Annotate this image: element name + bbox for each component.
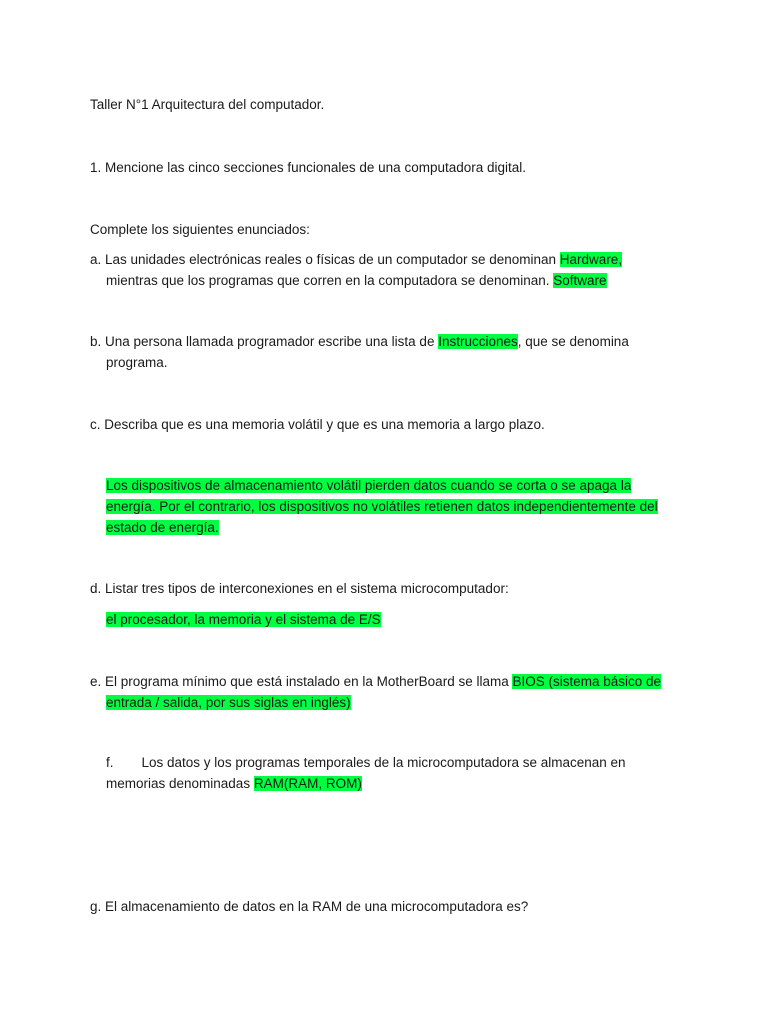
item-d-answer-line [106,609,706,630]
item-a-answer-hardware: Hardware, [559,252,623,267]
item-b-line-1 [90,331,690,352]
item-b-text-post: , que se denomina [517,334,629,349]
item-b-text: b. Una persona llamada programador escribe una lista de [90,334,439,349]
item-c-answer-line-1 [106,475,706,496]
item-f-text: Los datos y los programas temporales de la microcomputadora se almacenan en [141,755,626,770]
item-f-answer: RAM(RAM, ROM) [253,776,362,791]
item-c-answer-3: estado de energía. [106,520,219,535]
item-e-line-1 [90,671,690,692]
item-c-answer-2: energía. Por el contrario, los dispositivos no volátiles retienen datos independientemente del [106,499,658,514]
item-e-answer-1: BIOS (sistema básico de [512,674,662,689]
item-e-text: e. El programa mínimo que está instalado en la MotherBoard se llama [90,674,513,689]
item-a-line-2 [106,270,706,291]
item-c-answer-1: Los dispositivos de almacenamiento volátil pierden datos cuando se corta o se apaga la [106,478,632,493]
question-1: 1. Mencione las cinco secciones funcionales de una computadora digital. [90,160,527,175]
item-c-answer-line-2 [106,496,706,517]
item-f-text-2: memorias denominadas [106,776,254,791]
item-b-answer: Instrucciones [438,334,518,349]
item-c-answer-line-3 [106,517,706,538]
item-d-question: d. Listar tres tipos de interconexiones en el sistema microcomputador: [90,581,509,596]
item-f-line-2 [106,773,706,794]
item-g-question: g. El almacenamiento de datos en la RAM de una microcomputadora es? [90,899,529,914]
item-a-text-2: mientras que los programas que corren en la computadora se denominan. [106,273,554,288]
item-b-line-2: programa. [106,355,168,370]
item-f-label: f. [106,755,114,770]
item-f-line-1 [106,752,706,773]
item-a-answer-software: Software [553,273,607,288]
item-e-line-2 [106,692,706,713]
complete-heading: Complete los siguientes enunciados: [90,222,310,237]
document-title: Taller N°1 Arquitectura del computador. [90,97,325,112]
item-d-answer: el procesador, la memoria y el sistema de E/S [106,612,381,627]
item-c-question: c. Describa que es una memoria volátil y que es una memoria a largo plazo. [90,417,545,432]
item-e-answer-2: entrada / salida, por sus siglas en inglés) [106,695,351,710]
item-a-text: a. Las unidades electrónicas reales o físicas de un computador se denominan [90,252,560,267]
item-a-line-1 [90,249,690,270]
